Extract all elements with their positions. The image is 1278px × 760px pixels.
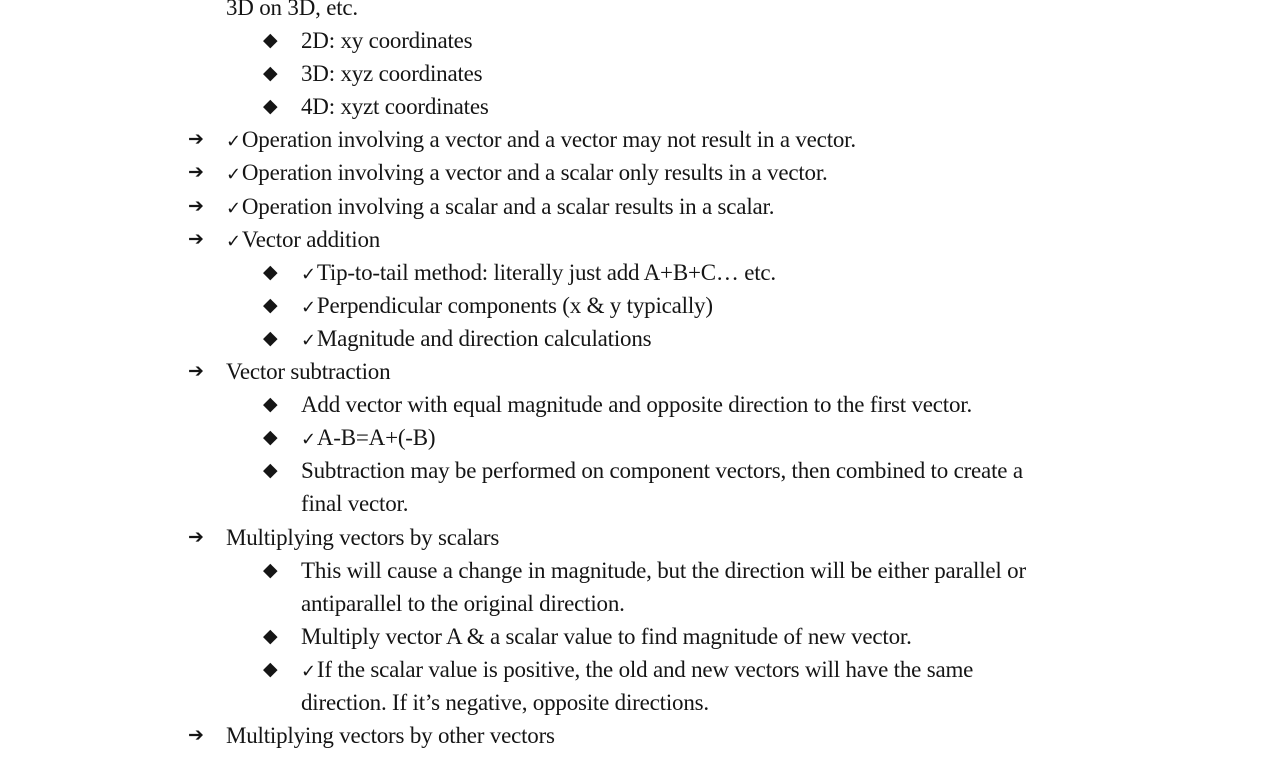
line-text-container bbox=[226, 719, 555, 752]
line-text-container bbox=[301, 90, 489, 123]
line-text: direction. If it’s negative, opposite directions. bbox=[301, 689, 709, 715]
arrow-bullet-icon: ➔ bbox=[188, 194, 204, 217]
diamond-bullet-icon: ◆ bbox=[263, 293, 278, 316]
diamond-bullet-icon: ◆ bbox=[263, 260, 278, 283]
diamond-bullet-icon: ◆ bbox=[263, 29, 278, 52]
outline-line bbox=[0, 355, 1278, 388]
line-text: Operation involving a scalar and a scalar results in a scalar. bbox=[241, 193, 775, 219]
diamond-bullet-icon: ◆ bbox=[263, 95, 278, 118]
outline-line bbox=[0, 223, 1278, 256]
line-text-container bbox=[301, 256, 776, 291]
outline-line bbox=[0, 256, 1278, 289]
line-text: A-B=A+(-B) bbox=[316, 425, 436, 451]
line-text-container bbox=[301, 554, 1026, 587]
arrow-bullet-icon: ➔ bbox=[188, 360, 204, 383]
line-text: Perpendicular components (x & y typically) bbox=[316, 292, 713, 318]
line-text-container bbox=[301, 57, 482, 90]
checkmark-icon: ✓ bbox=[226, 164, 241, 186]
line-text: If the scalar value is positive, the old and new vectors will have the same bbox=[316, 656, 974, 682]
outline-line bbox=[0, 521, 1278, 554]
outline-line bbox=[0, 686, 1278, 719]
diamond-bullet-icon: ◆ bbox=[263, 326, 278, 349]
line-text-container bbox=[301, 587, 625, 620]
line-text: 3D: xyz coordinates bbox=[301, 61, 483, 87]
arrow-bullet-icon: ➔ bbox=[188, 128, 204, 151]
outline-line bbox=[0, 620, 1278, 653]
line-text-container bbox=[301, 289, 713, 324]
line-text-container bbox=[226, 123, 856, 158]
diamond-bullet-icon: ◆ bbox=[263, 393, 278, 416]
line-text: Vector subtraction bbox=[226, 359, 391, 385]
outline-line bbox=[0, 322, 1278, 355]
arrow-bullet-icon: ➔ bbox=[188, 724, 204, 747]
outline-line bbox=[0, 487, 1278, 520]
line-text: Operation involving a vector and a scalar only results in a vector. bbox=[241, 160, 828, 186]
line-text: 4D: xyzt coordinates bbox=[301, 94, 489, 120]
line-text-container bbox=[301, 686, 709, 719]
diamond-bullet-icon: ◆ bbox=[263, 558, 278, 581]
checkmark-icon: ✓ bbox=[301, 329, 316, 351]
line-text-container bbox=[226, 156, 828, 191]
line-text-container bbox=[301, 322, 651, 357]
arrow-bullet-icon: ➔ bbox=[188, 227, 204, 250]
checkmark-icon: ✓ bbox=[226, 197, 241, 219]
line-text-container bbox=[301, 653, 973, 688]
line-text: Vector addition bbox=[241, 226, 381, 252]
outline-line bbox=[0, 554, 1278, 587]
outline-line bbox=[0, 719, 1278, 752]
checkmark-icon: ✓ bbox=[301, 296, 316, 318]
outline-line bbox=[0, 587, 1278, 620]
outline-line bbox=[0, 156, 1278, 189]
outline-line bbox=[0, 388, 1278, 421]
checkmark-icon: ✓ bbox=[301, 263, 316, 285]
outline-line bbox=[0, 421, 1278, 454]
checkmark-icon: ✓ bbox=[301, 660, 316, 682]
line-text: 3D on 3D, etc. bbox=[226, 0, 358, 20]
checkmark-icon: ✓ bbox=[226, 131, 241, 153]
line-text-container bbox=[301, 620, 912, 653]
outline-line bbox=[0, 190, 1278, 223]
line-text: Magnitude and direction calculations bbox=[316, 325, 652, 351]
outline-line bbox=[0, 289, 1278, 322]
diamond-bullet-icon: ◆ bbox=[263, 657, 278, 680]
diamond-bullet-icon: ◆ bbox=[263, 426, 278, 449]
arrow-bullet-icon: ➔ bbox=[188, 161, 204, 184]
line-text: Multiply vector A & a scalar value to find magnitude of new vector. bbox=[301, 623, 912, 649]
line-text-container bbox=[301, 421, 435, 456]
line-text: antiparallel to the original direction. bbox=[301, 590, 625, 616]
checkmark-icon: ✓ bbox=[301, 429, 316, 451]
line-text: Operation involving a vector and a vector may not result in a vector. bbox=[241, 127, 856, 153]
line-text-container bbox=[226, 223, 380, 258]
line-text: Multiplying vectors by other vectors bbox=[226, 723, 555, 749]
line-text-container bbox=[301, 454, 1023, 487]
line-text: Multiplying vectors by scalars bbox=[226, 524, 500, 550]
outline-line bbox=[0, 653, 1278, 686]
outline-line bbox=[0, 454, 1278, 487]
diamond-bullet-icon: ◆ bbox=[263, 459, 278, 482]
line-text-container bbox=[301, 388, 972, 421]
line-text-container bbox=[226, 355, 390, 388]
line-text: Subtraction may be performed on component vectors, then combined to create a bbox=[301, 458, 1023, 484]
diamond-bullet-icon: ◆ bbox=[263, 62, 278, 85]
line-text-container bbox=[301, 487, 408, 520]
diamond-bullet-icon: ◆ bbox=[263, 624, 278, 647]
outline-line bbox=[0, 123, 1278, 156]
line-text-container bbox=[226, 0, 358, 24]
line-text-container bbox=[226, 190, 774, 225]
outline-line bbox=[0, 0, 1278, 24]
line-text: This will cause a change in magnitude, but the direction will be either parallel or bbox=[301, 557, 1026, 583]
line-text: 2D: xy coordinates bbox=[301, 28, 473, 54]
outline-line bbox=[0, 90, 1278, 123]
line-text-container bbox=[226, 521, 499, 554]
outline-line bbox=[0, 57, 1278, 90]
line-text: final vector. bbox=[301, 491, 409, 517]
line-text: Tip-to-tail method: literally just add A+B+C… etc. bbox=[316, 259, 776, 285]
line-text-container bbox=[301, 24, 472, 57]
checkmark-icon: ✓ bbox=[226, 230, 241, 252]
line-text: Add vector with equal magnitude and opposite direction to the first vector. bbox=[301, 392, 972, 418]
outline-line bbox=[0, 24, 1278, 57]
arrow-bullet-icon: ➔ bbox=[188, 525, 204, 548]
